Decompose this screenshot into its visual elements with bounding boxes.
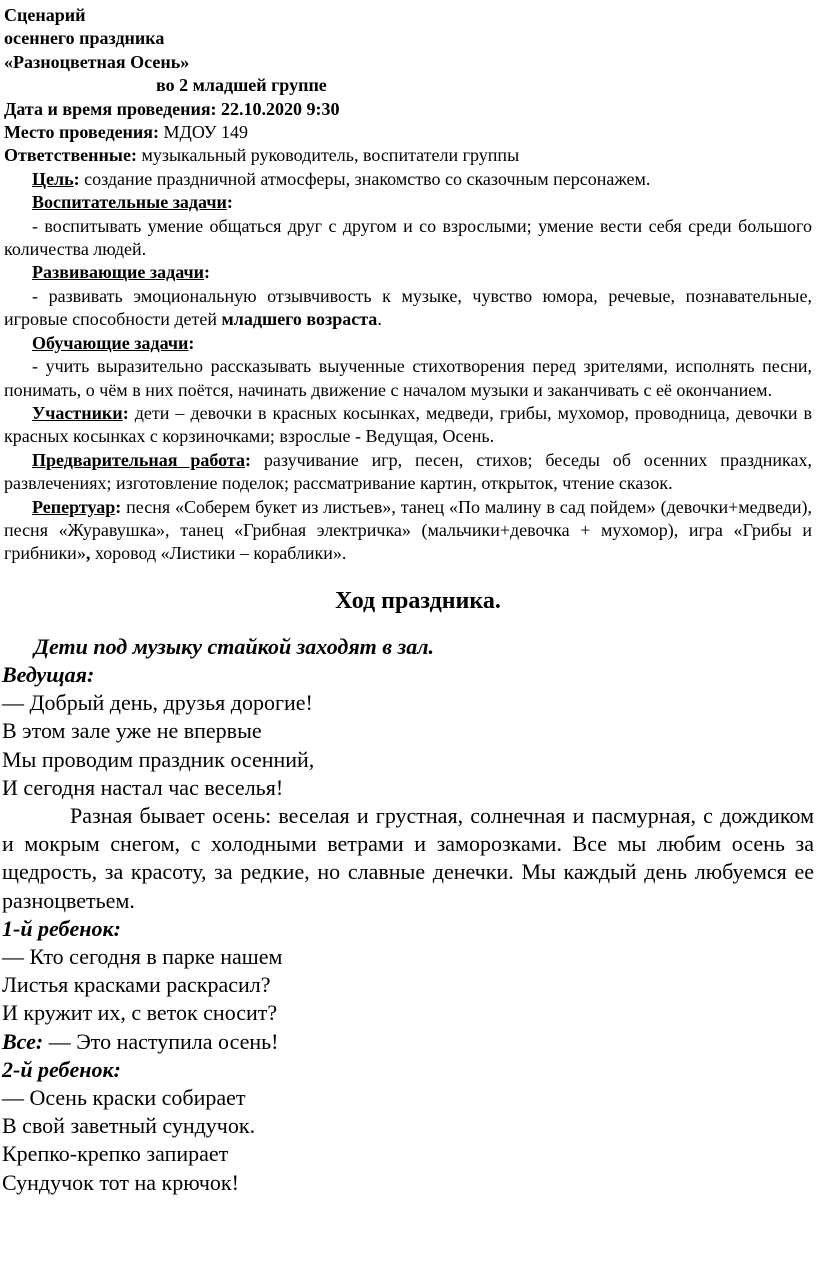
- dev-tasks-text-main: - развивать эмоциональную отзывчивость к музыке, чувство юмора, речевые, познавательные, игровые способности детей: [4, 285, 812, 330]
- place-label: Место проведения:: [4, 122, 160, 143]
- host-verse: [2, 689, 816, 802]
- repertoire-comma: ,: [85, 543, 91, 564]
- participants-label: Участники: [32, 402, 123, 423]
- date-time-line: Дата и время проведения: 22.10.2020 9:30: [4, 98, 340, 119]
- verse-line: — Добрый день, друзья дорогие!: [2, 690, 313, 716]
- verse-line: И сегодня настал час веселья!: [2, 774, 284, 800]
- verse-line: — Кто сегодня в парке нашем: [2, 943, 283, 969]
- child1-role-label: 1-й ребенок:: [2, 915, 121, 941]
- repertoire-text-end: хоровод «Листики – кораблики».: [94, 543, 347, 564]
- goal-colon: :: [73, 168, 80, 189]
- child2-verse: [2, 1084, 816, 1197]
- goal-section: [0, 168, 816, 191]
- dev-tasks-text-end: .: [377, 309, 382, 330]
- edu-tasks-label: Воспитательные задачи: [32, 192, 227, 213]
- responsible-line: [4, 144, 816, 167]
- repertoire-label: Репертуар: [32, 496, 116, 517]
- repertoire-text: песня «Соберем букет из листьев», танец «По малину в сад пойдем» (девочки+медведи), песня «Журавушка», танец «Грибная электричка» (мальчики+девочка + мухомор), игра «Грибы и грибники»: [4, 496, 812, 564]
- group-subtitle: во 2 младшей группе: [156, 75, 327, 96]
- responsible-label: Ответственные:: [4, 145, 137, 166]
- place-value: МДОУ 149: [163, 122, 249, 143]
- verse-line: Сундучок тот на крючок!: [2, 1169, 239, 1195]
- all-role-label: Все:: [2, 1028, 44, 1054]
- teach-tasks-heading: [4, 332, 812, 355]
- dev-tasks-label: Развивающие задачи: [32, 262, 204, 283]
- dev-tasks-text: [4, 285, 812, 332]
- verse-line: Крепко-крепко запирает: [2, 1141, 229, 1167]
- goal-text: создание праздничной атмосферы, знакомство со сказочным персонажем.: [84, 168, 651, 189]
- repertoire-colon: :: [115, 496, 122, 517]
- dev-tasks-heading: [4, 261, 812, 284]
- teach-tasks-text: - учить выразительно рассказывать выученные стихотворения перед зрителями, исполнять песни, понимать, о чём в них поётся, начинать движение с началом музыки и заканчивать с её окончанием.: [4, 356, 812, 400]
- verse-line: В свой заветный сундучок.: [2, 1113, 256, 1139]
- edu-tasks-section: [0, 191, 816, 261]
- participants-section: [0, 402, 816, 449]
- host-paragraph: Разная бывает осень: веселая и грустная, солнечная и пасмурная, с дождиком и мокрым снегом, с холодными ветрами и заморозками. Все мы любим осень за щедрость, за красоту, за редкие, но славные денечки. Мы каждый день любуемся ее разноцветьем.: [2, 802, 814, 913]
- script-body: [0, 633, 816, 1197]
- prep-work-section: [0, 449, 816, 496]
- prep-work-text: разучивание игр, песен, стихов; беседы об осенних праздниках, развлечениях; изготовление поделок; рассматривание картин, открыток, чтение сказок.: [4, 449, 812, 494]
- dev-tasks-text-bold: младшего возраста: [221, 309, 378, 330]
- document-header: [0, 4, 816, 168]
- participants-text: дети – девочки в красных косынках, медведи, грибы, мухомор, проводница, девочки в красных косынках с корзиночками; взрослые - Ведущая, Осень.: [4, 402, 813, 447]
- title-line-2: осеннего праздника: [4, 28, 165, 49]
- repertoire-section: [0, 496, 816, 566]
- all-line: [2, 1028, 816, 1056]
- prep-work-colon: :: [244, 449, 251, 470]
- title-line-1: Сценарий: [4, 5, 86, 25]
- goal-label: Цель: [32, 168, 74, 189]
- edu-tasks-heading: [4, 191, 812, 214]
- verse-line: И кружит их, с веток сносит?: [2, 1000, 278, 1026]
- verse-line: — Осень краски собирает: [2, 1085, 246, 1110]
- teach-tasks-colon: :: [188, 332, 195, 353]
- participants-colon: :: [122, 402, 129, 423]
- responsible-value: музыкальный руководитель, воспитатели группы: [141, 145, 520, 166]
- child1-verse: [2, 943, 816, 1028]
- dev-tasks-colon: :: [204, 262, 210, 283]
- prep-work-label: Предварительная работа: [32, 449, 245, 470]
- teach-tasks-section: [0, 332, 816, 402]
- child2-role-label: 2-й ребенок:: [2, 1056, 121, 1082]
- teach-tasks-label: Обучающие задачи: [32, 332, 189, 353]
- section-heading: Ход праздника.: [335, 587, 501, 614]
- dev-tasks-section: [0, 261, 816, 331]
- verse-line: В этом зале уже не впервые: [2, 718, 262, 744]
- all-line-text: — Это наступила осень!: [48, 1028, 279, 1054]
- stage-direction: Дети под музыку стайкой заходят в зал.: [34, 633, 434, 659]
- verse-line: Мы проводим праздник осенний,: [2, 746, 315, 772]
- verse-line: Листья красками раскрасил?: [2, 972, 271, 998]
- place-line: [4, 121, 816, 144]
- edu-tasks-colon: :: [226, 192, 233, 213]
- host-role-label: Ведущая:: [2, 661, 95, 687]
- edu-tasks-text: - воспитывать умение общаться друг с другом и со взрослыми; умение вести себя среди большого количества людей.: [4, 215, 812, 260]
- title-line-3: «Разноцветная Осень»: [4, 51, 190, 72]
